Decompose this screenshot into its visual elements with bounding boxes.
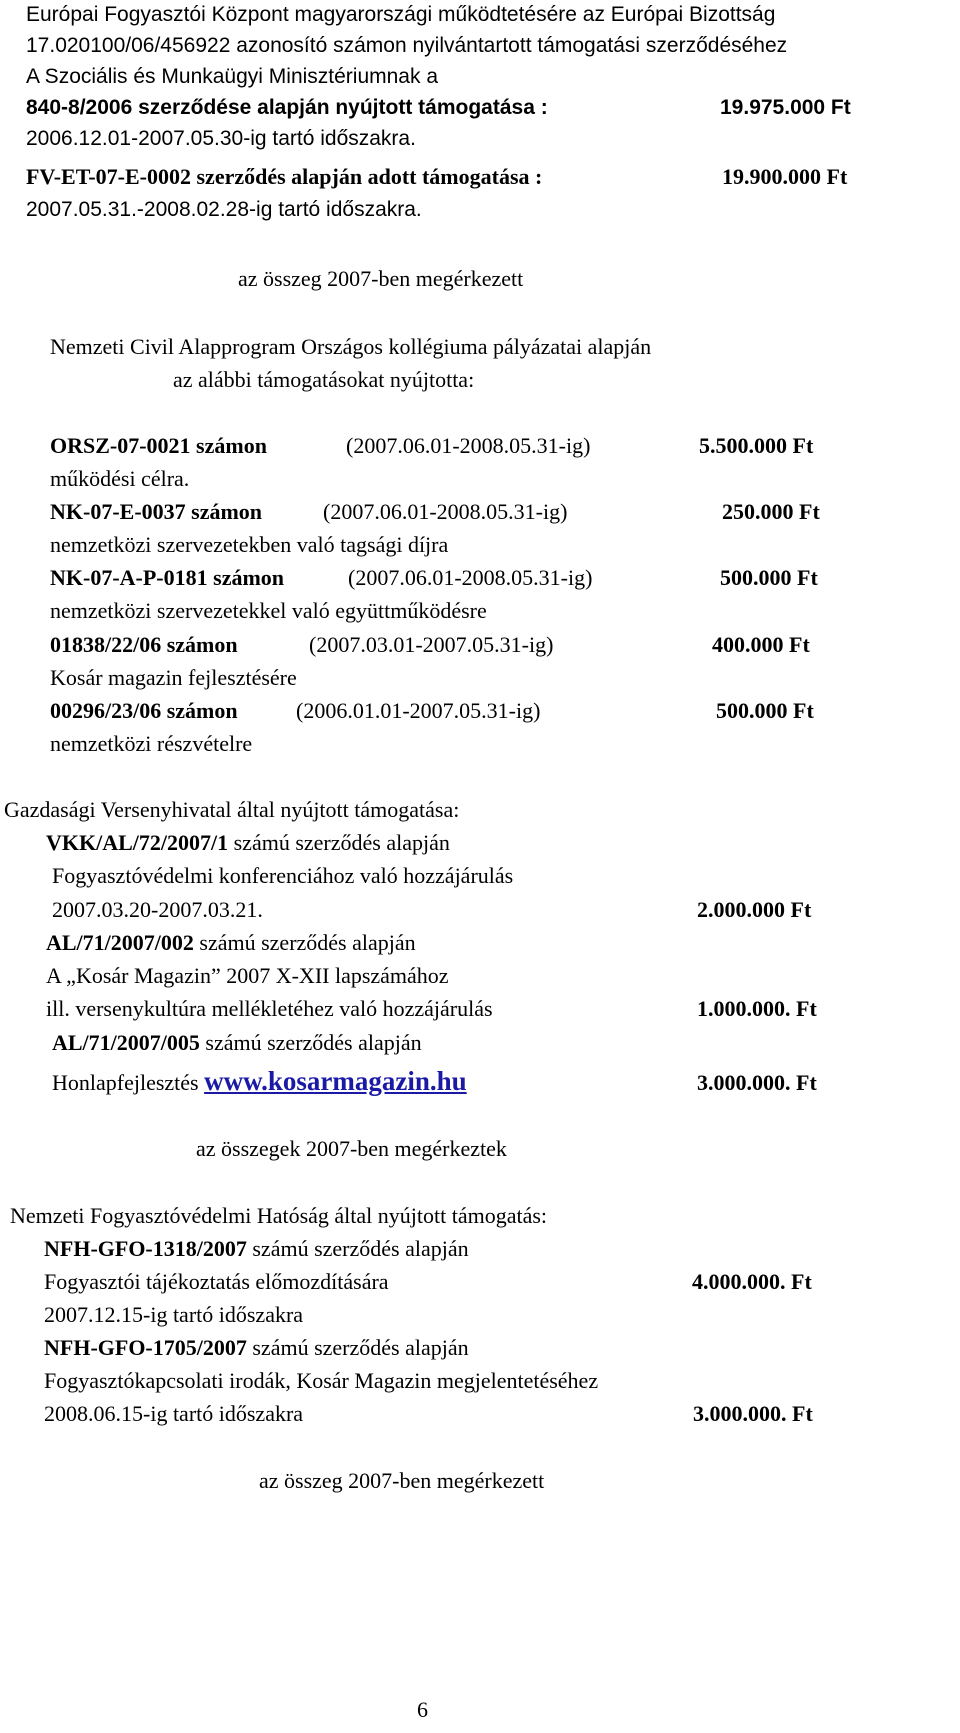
- nca-item-period: (2007.03.01-2007.05.31-ig): [309, 632, 554, 657]
- nfh-contract-2-amount: 3.000.000. Ft: [693, 1401, 813, 1426]
- gvh-contract-1-amount: 2.000.000 Ft: [697, 897, 812, 922]
- intro-line-2: 17.020100/06/456922 azonosító számon nyilvántartott támogatási szerződéséhez: [26, 34, 788, 57]
- nca-item-purpose: Kosár magazin fejlesztésére: [50, 665, 297, 690]
- nca-item-code: NK-07-E-0037 számon: [50, 499, 263, 524]
- nfh-contract-2-purpose: Fogyasztókapcsolati irodák, Kosár Magazin megjelentetéséhez: [44, 1368, 599, 1393]
- gvh-contract-2-purpose-1: A „Kosár Magazin” 2007 X-XII lapszámához: [46, 963, 449, 988]
- nca-item-code: NK-07-A-P-0181 számon: [50, 565, 285, 590]
- grant1-period: 2006.12.01-2007.05.30-ig tartó időszakra.: [26, 127, 416, 150]
- gvh-contract-3: [52, 1030, 422, 1056]
- nca-item-purpose: nemzetközi részvételre: [50, 731, 253, 756]
- gvh-contract-1-rest: számú szerződés alapján: [228, 830, 450, 855]
- gvh-contract-3-purpose-text: Honlapfejlesztés: [52, 1070, 205, 1095]
- gvh-contract-2-code: AL/71/2007/002: [46, 930, 194, 955]
- gvh-contract-1-period: 2007.03.20-2007.03.21.: [52, 897, 263, 922]
- nca-item-period: (2007.06.01-2008.05.31-ig): [346, 433, 591, 458]
- nfh-heading: Nemzeti Fogyasztóvédelmi Hatóság által nyújtott támogatás:: [10, 1203, 548, 1228]
- gvh-note: az összegek 2007-ben megérkeztek: [196, 1136, 507, 1161]
- intro-line-3: A Szociális és Munkaügyi Minisztériumnak a: [26, 65, 439, 88]
- nfh-contract-1-rest: számú szerződés alapján: [246, 1236, 469, 1261]
- gvh-contract-2: [46, 930, 416, 956]
- grant2-text: FV-ET-07-E-0002 szerződés alapján adott támogatása :: [26, 164, 543, 189]
- nfh-contract-1-period: 2007.12.15-ig tartó időszakra: [44, 1302, 304, 1327]
- nfh-contract-2: [44, 1335, 469, 1361]
- page-number: 6: [417, 1697, 428, 1722]
- gvh-contract-1-code: VKK/AL/72/2007/1: [46, 830, 229, 855]
- nfh-contract-1-purpose: Fogyasztói tájékoztatás előmozdítására: [44, 1269, 389, 1294]
- nca-heading-2: az alábbi támogatásokat nyújtotta:: [173, 367, 475, 392]
- nca-item-period: (2007.06.01-2008.05.31-ig): [348, 565, 593, 590]
- gvh-contract-2-amount: 1.000.000. Ft: [697, 996, 817, 1021]
- nca-item-amount: 400.000 Ft: [712, 632, 810, 657]
- grant2-period: 2007.05.31.-2008.02.28-ig tartó időszakra.: [26, 198, 422, 221]
- intro-note: az összeg 2007-ben megérkezett: [238, 266, 524, 291]
- grant1-amount: 19.975.000 Ft: [720, 96, 851, 119]
- grant2-amount: 19.900.000 Ft: [722, 164, 848, 189]
- nca-item-period: (2006.01.01-2007.05.31-ig): [296, 698, 541, 723]
- nfh-contract-2-period: 2008.06.15-ig tartó időszakra: [44, 1401, 304, 1426]
- gvh-contract-3-purpose: [52, 1068, 467, 1096]
- nfh-contract-1-code: NFH-GFO-1318/2007: [44, 1236, 247, 1261]
- gvh-contract-2-purpose-2: ill. versenykultúra mellékletéhez való hozzájárulás: [46, 996, 493, 1021]
- nfh-contract-2-rest: számú szerződés alapján: [246, 1335, 469, 1360]
- nfh-contract-1-amount: 4.000.000. Ft: [692, 1269, 812, 1294]
- gvh-contract-3-code: AL/71/2007/005: [52, 1030, 200, 1055]
- nca-heading-1: Nemzeti Civil Alapprogram Országos kollégiuma pályázatai alapján: [50, 334, 652, 359]
- nca-item-code: ORSZ-07-0021 számon: [50, 433, 267, 458]
- nca-item-code: 00296/23/06 számon: [50, 698, 238, 723]
- gvh-contract-3-rest: számú szerződés alapján: [199, 1030, 422, 1055]
- gvh-contract-2-rest: számú szerződés alapján: [193, 930, 416, 955]
- nca-item-amount: 250.000 Ft: [722, 499, 820, 524]
- nfh-note: az összeg 2007-ben megérkezett: [259, 1468, 545, 1493]
- nca-item-amount: 500.000 Ft: [720, 565, 818, 590]
- nca-item-period: (2007.06.01-2008.05.31-ig): [323, 499, 568, 524]
- intro-line-1: Európai Fogyasztói Központ magyarországi működtetésére az Európai Bizottság: [26, 3, 776, 26]
- grant1-text: 840-8/2006 szerződése alapján nyújtott támogatása :: [26, 96, 548, 119]
- nfh-contract-2-code: NFH-GFO-1705/2007: [44, 1335, 247, 1360]
- nca-item-code: 01838/22/06 számon: [50, 632, 238, 657]
- nca-item-amount: 5.500.000 Ft: [699, 433, 814, 458]
- nca-item-purpose: nemzetközi szervezetekben való tagsági díjra: [50, 532, 449, 557]
- nca-item-amount: 500.000 Ft: [716, 698, 814, 723]
- nca-item-purpose: működési célra.: [50, 466, 190, 491]
- gvh-heading: Gazdasági Versenyhivatal által nyújtott támogatása:: [4, 797, 460, 822]
- nca-item-purpose: nemzetközi szervezetekkel való együttműködésre: [50, 598, 487, 623]
- gvh-contract-1-purpose: Fogyasztóvédelmi konferenciához való hozzájárulás: [52, 863, 514, 888]
- gvh-contract-1: [46, 830, 450, 856]
- kosarmagazin-link[interactable]: www.kosarmagazin.hu: [204, 1066, 467, 1096]
- gvh-contract-3-amount: 3.000.000. Ft: [697, 1070, 817, 1095]
- nfh-contract-1: [44, 1236, 469, 1262]
